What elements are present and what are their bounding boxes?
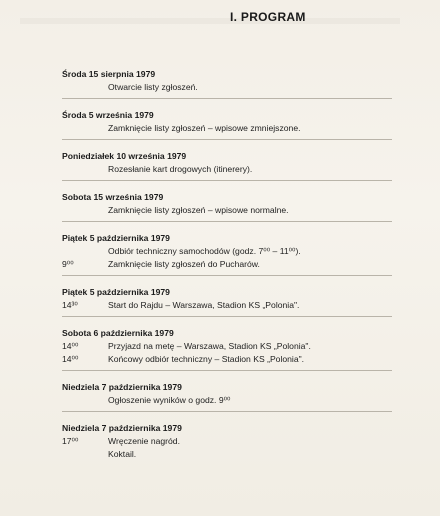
bleed-through-decoration (20, 18, 400, 24)
entry-date: Środa 15 sierpnia 1979 (62, 69, 156, 79)
program-entry (62, 68, 422, 99)
entry-time: 14³⁰ (62, 300, 78, 310)
entry-text: Ogłoszenie wyników o godz. 9⁰⁰ (108, 395, 231, 405)
entry-date: Sobota 15 września 1979 (62, 192, 164, 202)
entry-line (62, 122, 422, 135)
program-entry (62, 232, 422, 276)
entry-date: Piątek 5 października 1979 (62, 233, 170, 243)
entry-time: 14⁰⁰ (62, 354, 79, 364)
entry-line (62, 448, 422, 461)
entry-divider (62, 411, 392, 412)
program-entry (62, 150, 422, 181)
entry-date: Piątek 5 października 1979 (62, 287, 170, 297)
entry-text: Zamknięcie listy zgłoszeń do Pucharów. (108, 259, 260, 269)
entry-divider (62, 370, 392, 371)
page-title: I. PROGRAM (230, 10, 306, 24)
entry-time: 14⁰⁰ (62, 341, 79, 351)
entry-divider (62, 139, 392, 140)
program-entry (62, 381, 422, 412)
entry-divider (62, 98, 392, 99)
entry-divider (62, 221, 392, 222)
entry-date: Niedziela 7 października 1979 (62, 382, 182, 392)
program-entry (62, 422, 422, 461)
entry-line (62, 394, 422, 407)
entry-text: Otwarcie listy zgłoszeń. (108, 82, 198, 92)
entry-text: Wręczenie nagród. (108, 436, 180, 446)
entry-line (62, 163, 422, 176)
entry-line (62, 435, 422, 448)
entry-line (62, 81, 422, 94)
entry-line (62, 299, 422, 312)
entry-divider (62, 316, 392, 317)
entry-line (62, 340, 422, 353)
program-entry (62, 327, 422, 371)
entry-text: Rozesłanie kart drogowych (itinerery). (108, 164, 253, 174)
entry-line (62, 258, 422, 271)
entry-text: Zamknięcie listy zgłoszeń – wpisowe zmniejszone. (108, 123, 301, 133)
entry-time: 17⁰⁰ (62, 436, 79, 446)
entry-text: Odbiór techniczny samochodów (godz. 7⁰⁰ – 11⁰⁰). (108, 246, 301, 256)
entry-date: Sobota 6 października 1979 (62, 328, 174, 338)
entry-text: Końcowy odbiór techniczny – Stadion KS „Polonia". (108, 354, 305, 364)
entry-text: Zamknięcie listy zgłoszeń – wpisowe normalne. (108, 205, 289, 215)
program-entry (62, 109, 422, 140)
entry-text: Przyjazd na metę – Warszawa, Stadion KS „Polonia". (108, 341, 311, 351)
entry-line (62, 245, 422, 258)
entry-divider (62, 180, 392, 181)
entry-line (62, 204, 422, 217)
entry-text: Start do Rajdu – Warszawa, Stadion KS „Polonia". (108, 300, 300, 310)
entry-date: Niedziela 7 października 1979 (62, 423, 182, 433)
entry-text: Koktail. (108, 449, 137, 459)
entry-divider (62, 275, 392, 276)
program-list (62, 68, 422, 461)
entry-date: Środa 5 września 1979 (62, 110, 154, 120)
entry-time: 9⁰⁰ (62, 259, 74, 269)
entry-date: Poniedziałek 10 września 1979 (62, 151, 187, 161)
program-entry (62, 286, 422, 317)
entry-line (62, 353, 422, 366)
program-entry (62, 191, 422, 222)
